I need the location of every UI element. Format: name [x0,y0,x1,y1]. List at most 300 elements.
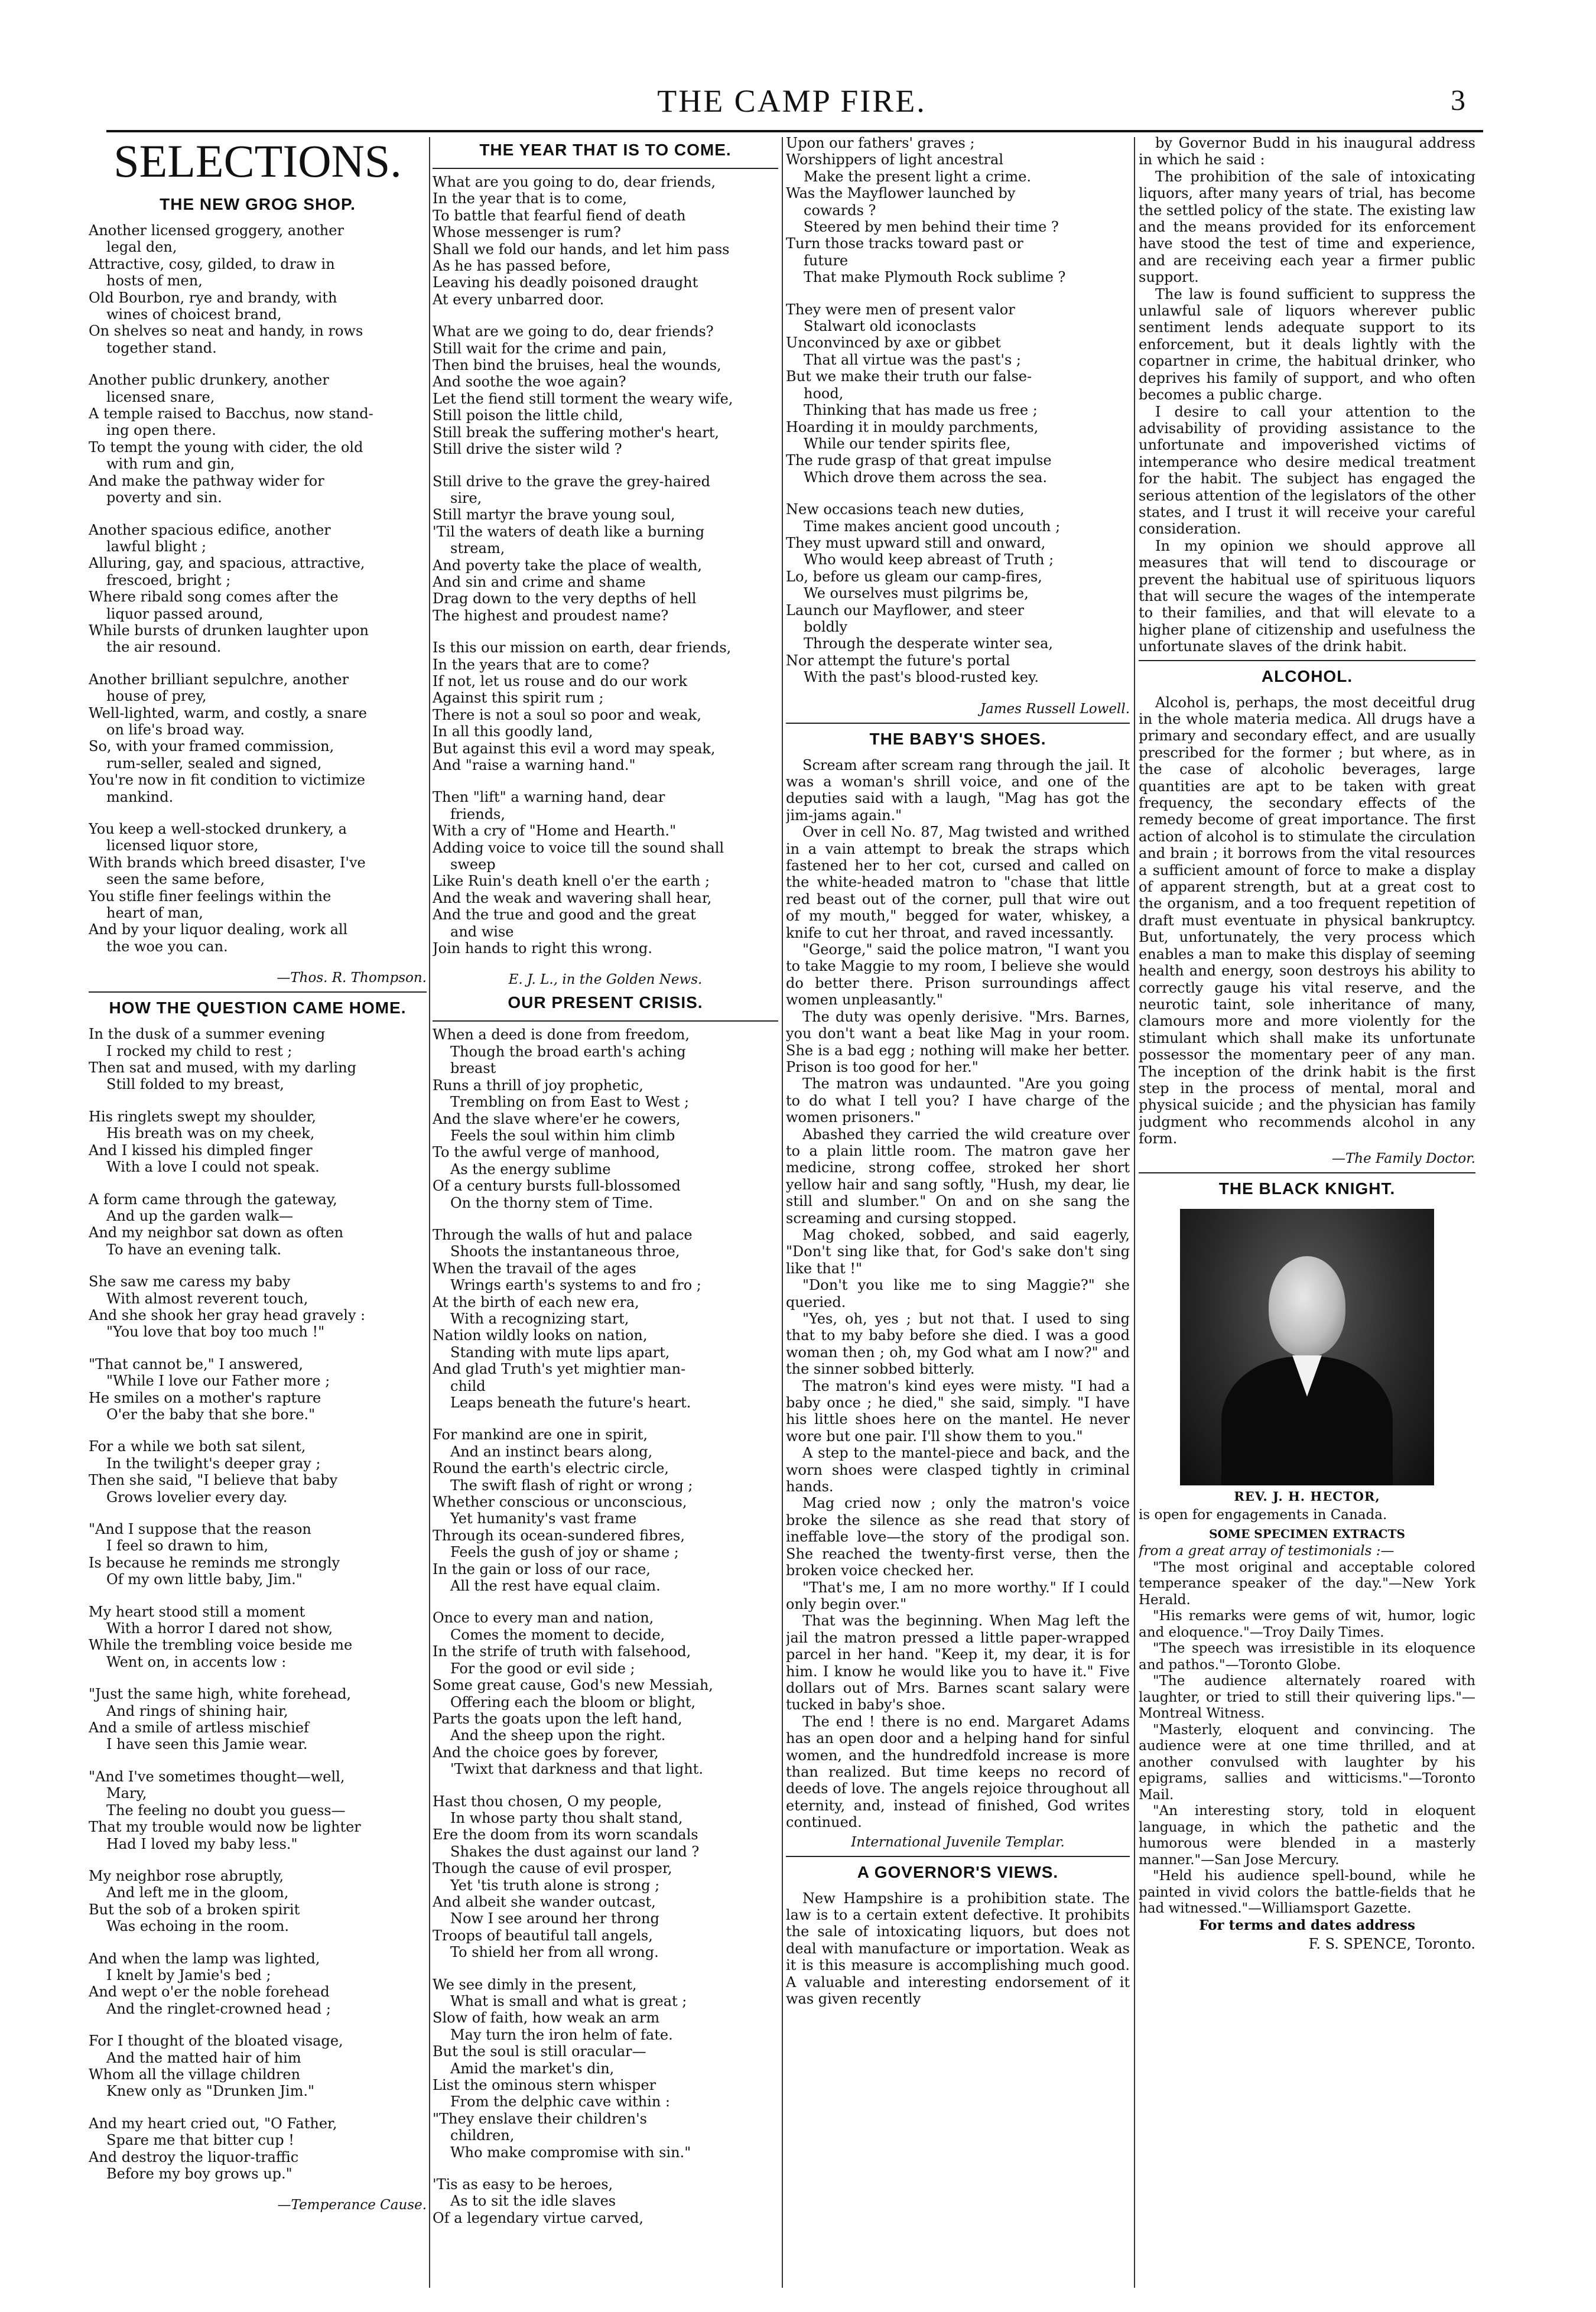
extracts-heading: SOME SPECIMEN EXTRACTS [1209,1527,1405,1542]
poem-line: Troops of beautiful tall angels, [433,1927,653,1944]
poem-line: Spare me that bitter cup ! [106,2132,294,2149]
intro-text: is open for engagements in Canada. [1139,1507,1387,1523]
column-2 [433,135,778,2297]
poem-line: With a recognizing start, [450,1310,629,1327]
poem-line: Was the Mayflower launched by [786,185,1016,202]
poem-line: There is not a soul so poor and weak, [433,706,701,723]
poem-line: Grows lovelier every day. [106,1488,288,1505]
poem-line: Feels the gush of joy or shame ; [450,1544,679,1561]
poem-line: sweep [450,856,496,873]
testimonial: "An interesting story, told in eloquent language, in which the pathetic and the humorous were blended in a masterly manner."—San Jose Mercury. [1139,1803,1475,1868]
poem-line: Before my boy grows up." [106,2165,292,2182]
poem-line: My heart stood still a moment [89,1603,305,1620]
poem-line: hosts of men, [106,272,203,290]
paragraph: I desire to call your attention to the advisability of providing assistance to the unfortunate and impoverished victims of intemperance who desire medical treatment for the habit. The subject has engaged the serious attention of the legislators of the other states, and I trust it will receive your careful consideration. [1139,403,1475,538]
poem-line: In the years that are to come? [433,656,649,673]
poem-line: Leaving his deadly poisoned draught [433,274,698,291]
poem-line: Make the present light a crime. [804,168,1032,185]
poem-line: And poverty take the place of wealth, [433,557,702,574]
poem-line: friends, [450,805,505,822]
poem-line: mankind. [106,788,174,805]
attribution: International Juvenile Templar. [851,1834,1065,1850]
poem-line: I knelt by Jamie's bed ; [106,1966,271,1983]
poem-line: Adding voice to voice till the sound shall [433,839,724,856]
poem-line: And an instinct bears along, [450,1443,653,1460]
paragraph: Over in cell No. 87, Mag twisted and writhed in a vain attempt to break the straps which fastened her to her cot, cursed and called on the white-headed matron to "chase that little red beast out of the corner, pull that wire out of my mouth," begged for water, whiskey, a knife to cut her throat, and raved incessantly. [786,824,1130,941]
poem [433,174,778,957]
poem-line: future [804,252,849,269]
paragraph: Abashed they carried the wild creature over to a plain little room. The matron gave her medicine, strong coffee, stroked her short yellow hair and sang softly, "Hush, my dear, lie still and slumber." On and on she sang the screaming and cursing stopped. [786,1126,1130,1227]
divider [1139,1172,1475,1173]
poem-line: children, [450,2127,515,2144]
poem-line: house of prey, [106,688,207,705]
poem-line: cowards ? [804,201,876,219]
poem-line: Amid the market's din, [450,2060,615,2077]
paragraph: The end ! there is no end. Margaret Adams has an open door and a helping hand for sinful women, and the hundredfold increase is more than realized. But time keeps no record of deeds of love. The angels rejoice throughout all eternity, and, instead of finished, God writes continued. [786,1713,1130,1831]
paragraph: The law is found sufficient to suppress the unlawful sale of liquors wherever public sentiment lends adequate support to its enforcement, but it deals lightly with the copartner in crime, the habitual drinker, who deprives his family of support, and who often becomes a public charge. [1139,285,1475,404]
poem-line: The rude grasp of that great impulse [786,452,1052,469]
poem-line: Another public drunkery, another [89,372,329,389]
poem [786,135,1130,686]
poem-line: Wrings earth's systems to and fro ; [450,1277,701,1294]
poem-line: Still wait for the crime and pain, [433,340,667,357]
poem-line: Whether conscious or unconscious, [433,1494,687,1511]
poem-line: Still poison the little child, [433,407,623,424]
poem-line: Yet 'tis truth alone is strong ; [450,1877,660,1894]
poem-line: And a smile of artless mischief [89,1719,309,1737]
poem-line: Whom all the village children [89,2066,301,2083]
poem-line: All the rest have equal claim. [450,1578,661,1595]
poem-line: Shoots the instantaneous throe, [450,1243,680,1260]
poem-line: And the choice goes by forever, [433,1744,659,1761]
poem-line: In all this goodly land, [433,723,593,740]
poem-line: But we make their truth our false- [786,368,1032,385]
paragraph: Alcohol is, perhaps, the most deceitful drug in the whole materia medica. All drugs have a primary and secondary effect, and are usually prescribed for the former ; but where, as in the case of alcoholic beverages, large quantities are apt to be taken with great frequency, the secondary effects of the remedy become of great importance. The first action of alcohol is to stimulate the circulation and brain ; it borrows from the vital resources a sufficient amount of force to make a display of apparent strength, but at a great cost to the organism, and a too frequent repetition of draft must eventuate in physical bankruptcy. But, unfortunately, the very process which enables a man to make this display of seeming health and energy, soon destroys his ability to correctly gauge his vital reserve, and the neurotic taint, sole inheritance of many, clamours more and more violently for the stimulant which shall make its unfortunate possessor the momentary peer of any man. The inception of the drink habit is the first step in the process of mental, moral and physical suicide ; and the physician has family judgment who recommends alcohol in any form. [1139,694,1475,1147]
poem-line: We see dimly in the present, [433,1976,637,1993]
poem-line: May turn the iron helm of fate. [450,2026,673,2043]
poem-line: Though the cause of evil prosper, [433,1860,672,1877]
poem-line: Once to every man and nation, [433,1609,654,1627]
poem-line: Knew only as "Drunken Jim." [106,2083,315,2100]
testimonial: "His remarks were gems of wit, humor, logic and eloquence."—Troy Daily Times. [1139,1608,1475,1640]
testimonial: "The most original and acceptable colored temperance speaker of the day."—New York Herald. [1139,1559,1475,1608]
poem-line: And destroy the liquor-traffic [89,2148,299,2165]
poem-line: Nation wildly looks on nation, [433,1327,648,1344]
article-heading: A GOVERNOR'S VIEWS. [857,1862,1059,1881]
poem-line: She saw me caress my baby [89,1273,291,1290]
poem-line: And she shook her gray head gravely : [89,1306,366,1324]
testimonial: "The audience alternately roared with laughter, or tried to still their quivering lips."—Montreal Witness. [1139,1673,1475,1722]
poem-line: In the twilight's deeper gray ; [106,1455,321,1472]
poem-line: With almost reverent touch, [106,1290,308,1307]
poem-line: What are we going to do, dear friends? [433,323,714,340]
poem-line: So, with your framed commission, [89,738,334,755]
poem-line: New occasions teach new duties, [786,501,1025,518]
poem-line: Upon our fathers' graves ; [786,135,975,151]
poem-line: legal den, [106,239,177,256]
poem-line: And wept o'er the noble forehead [89,1983,330,2001]
poem-line: With a horror I dared not show, [106,1620,333,1637]
poem-line: The feeling no doubt you guess— [106,1802,346,1819]
poem-line: In whose party thou shalt stand, [450,1809,683,1826]
poem-line: And sin and crime and shame [433,573,646,590]
poem-line: While the trembling voice beside me [89,1637,353,1654]
poem-line: licensed snare, [106,388,215,405]
poem-line: His ringlets swept my shoulder, [89,1108,317,1125]
poem-line: Nor attempt the future's portal [786,652,1010,669]
poem-line: seen the same before, [106,871,265,888]
poem-line: Ere the doom from its worn scandals [433,1826,698,1843]
poem-line: You're now in fit condition to victimize [89,772,365,789]
poem-line: For a while we both sat silent, [89,1438,306,1455]
poem-line: "And I've sometimes thought—well, [89,1768,345,1785]
poem-line: Feels the soul within him climb [450,1127,675,1144]
poem-line: Another spacious edifice, another [89,521,331,538]
poem-line: Some great cause, God's new Messiah, [433,1677,713,1694]
poem-line: Parts the goats upon the left hand, [433,1710,682,1727]
paragraph: That was the beginning. When Mag left the jail the matron pressed a little paper-wrapped parcel in her hand. "Keep it, my dear, it is for him. I know he would like you to have it." Five dollars out of Mrs. Barnes scant salary were tucked in baby's shoe. [786,1612,1130,1713]
paragraph: The prohibition of the sale of intoxicating liquors, after many years of trial, has become the settled policy of the state. The existing law and the means provided for its enforcement have stood the test of time and experience, and are receiving each year a firmer public support. [1139,168,1475,286]
poem-line: And the weak and wavering shall hear, [433,889,712,906]
poem-line: Still folded to my breast, [106,1076,284,1093]
poem-line: "That cannot be," I answered, [89,1355,303,1373]
poem-line: Worshippers of light ancestral [786,151,1003,168]
poem-line: And my neighbor sat down as often [89,1224,344,1241]
attribution: —The Family Doctor. [1331,1150,1475,1166]
article-body [1139,694,1475,1147]
poem-line: Through its ocean-sundered fibres, [433,1527,685,1544]
poem-line: In the dusk of a summer evening [89,1026,326,1043]
poem-line: Through the desperate winter sea, [804,635,1054,652]
poem-line: Of my own little baby, Jim." [106,1571,303,1588]
poem-line: Of a legendary virtue carved, [433,2209,643,2226]
paragraph: "Yes, oh, yes ; but not that. I used to sing that to my baby before she died. I was a good woman then ; oh, my God what am I now?" and the sinner sobbed bitterly. [786,1311,1130,1378]
article-body [1139,135,1475,655]
paragraph: New Hampshire is a prohibition state. The law is to a certain extent defective. It prohibits the sale of intoxicating liquors, but does not deal with manufacture or importation. Weak as it is this measure is accomplishing much good. A valuable and interesting endorsement of it was given recently [786,1890,1130,2008]
poem-line: While bursts of drunken laughter upon [89,622,369,639]
poem-line: Mary, [106,1785,147,1802]
paragraph: "Don't you like me to sing Maggie?" she queried. [786,1277,1130,1311]
article-heading: THE YEAR THAT IS TO COME. [479,141,732,159]
article-body [786,757,1130,1831]
divider [89,991,427,993]
divider [786,723,1130,724]
article-heading: OUR PRESENT CRISIS. [508,993,703,1012]
poem-line: I have seen this Jamie wear. [106,1736,308,1753]
poem-line: For I thought of the bloated visage, [89,2033,343,2050]
poem-line: Shakes the dust against our land ? [450,1843,700,1860]
poem-line: My neighbor rose abruptly, [89,1867,284,1884]
poem-line: When a deed is done from freedom, [433,1026,690,1043]
column-divider [782,137,783,2288]
poem-line: Leaps beneath the future's heart. [450,1394,691,1411]
poem-line: Let the fiend still torment the weary wife, [433,390,733,407]
poem-line: Of a century bursts full-blossomed [433,1178,681,1195]
poem-line: And "raise a warning hand." [433,757,636,773]
poem-line: To battle that fearful fiend of death [433,207,686,224]
poem-line: Alluring, gay, and spacious, attractive, [89,555,365,572]
poem-line: And my heart cried out, "O Father, [89,2115,337,2132]
attribution: —Temperance Cause. [277,2197,427,2213]
poem-line: 'Til the waters of death like a burning [433,523,705,540]
poem-line: Launch our Mayflower, and steer [786,601,1025,619]
poem-line: poverty and sin. [106,489,222,506]
poem-line: Runs a thrill of joy prophetic, [433,1077,643,1094]
masthead-title: THE CAMP FIRE. [657,83,927,119]
poem-line: Thinking that has made us free ; [804,402,1038,419]
masthead-rule [106,130,1483,132]
portrait-photo [1180,1209,1434,1485]
terms-text: For terms and dates address [1199,1917,1415,1933]
poem-line: Shall we fold our hands, and let him pass [433,240,730,258]
poem-line: Round the earth's electric circle, [433,1460,669,1477]
poem-line: Offering each the bloom or blight, [450,1693,696,1711]
poem-line: And when the lamp was lighted, [89,1950,320,1967]
paragraph: Mag choked, sobbed, and said eagerly, "Don't sing like that, for God's sake don't sing like that !" [786,1226,1130,1277]
poem-line: At every unbarred door. [433,291,604,308]
poem-line: And soothe the woe again? [433,373,626,391]
divider [786,1856,1130,1857]
poem-line: We ourselves must pilgrims be, [804,585,1029,602]
paragraph: The matron was undaunted. "Are you going to do what I tell you? I have charge of the women prisoners." [786,1075,1130,1126]
poem-line: But against this evil a word may speak, [433,740,716,757]
paragraph: A step to the mantel-piece and back, and the worn shoes were clasped tightly in criminal hands. [786,1445,1130,1495]
poem-line: Then she said, "I believe that baby [89,1472,338,1489]
poem-line: Still drive to the grave the grey-haired [433,473,710,490]
poem-line: On shelves so neat and handy, in rows [89,323,363,340]
poem-line: child [450,1377,486,1394]
testimonial: "The speech was irresistible in its eloquence and pathos."—Toronto Globe. [1139,1641,1475,1673]
attribution: James Russell Lowell. [980,701,1130,717]
poem-line: You keep a well-stocked drunkery, a [89,821,347,837]
poem-line: Trembling on from East to West ; [450,1094,690,1111]
poem-line: The highest and proudest name? [433,607,669,624]
poem [89,1026,427,2182]
article-heading: THE NEW GROG SHOP. [160,195,356,213]
poem-line: and wise [450,923,514,940]
poem-line: If not, let us rouse and do our work [433,672,688,690]
poem-line: Steered by men behind their time ? [804,219,1059,236]
poem-line: Another licensed groggery, another [89,222,344,239]
poem-line: What is small and what is great ; [450,1993,687,2009]
paragraph: Scream after scream rang through the jail. It was a woman's shrill voice, and one of the deputies said with a laugh, "Mag has got the jim-jams again." [786,756,1130,824]
poem-line: On the thorny stem of Time. [450,1194,654,1211]
attribution: —Thos. R. Thompson. [277,970,427,986]
poem-line: the air resound. [106,639,222,656]
poem-line: And rings of shining hair, [106,1702,288,1719]
column-divider [429,137,430,2288]
poem-line: Against this spirit rum ; [433,690,604,707]
poem-line: boldly [804,618,848,635]
poem-line: Still martyr the brave young soul, [433,506,675,523]
poem-line: Though the broad earth's aching [450,1043,686,1060]
poem-line: With a cry of "Home and Hearth." [433,822,677,840]
poem-line: the woe you can. [106,938,228,955]
poem-line: Was echoing in the room. [106,1918,289,1935]
poem-line: Hoarding it in mouldy parchments, [786,418,1039,435]
photo-caption: REV. J. H. HECTOR, [1234,1488,1380,1504]
poem-line: From the delphic cave within : [450,2093,671,2111]
poem-line: A temple raised to Bacchus, now stand- [89,405,373,422]
poem-line: Well-lighted, warm, and costly, a snare [89,704,367,721]
testimonial: "Held his audience spell-bound, while he painted in vivid colors the battle-fields that he had witnessed."—Williamsport Gazette. [1139,1868,1475,1917]
poem-line: Join hands to right this wrong. [433,940,652,957]
testimonial: "Masterly, eloquent and convincing. The audience were at one time thrilled, and at another convulsed with laughter by his epigrams, sallies and witticisms."—Toronto Mail. [1139,1722,1475,1803]
paragraph: In my opinion we should approve all measures that will tend to discourage or prevent the habitual use of spirituous liquors that will secure the wages of the intemperate to their families, and that will elevate to a higher plane of citizenship and usefulness the unfortunate slaves of the drink habit. [1139,537,1475,655]
poem-line: With the past's blood-rusted key. [804,669,1039,686]
poem-line: Slow of faith, how weak an arm [433,2009,660,2027]
poem-line: rum-seller, sealed and signed, [106,755,322,772]
poem-line: For the good or evil side ; [450,1660,635,1677]
poem-line: Then sat and mused, with my darling [89,1059,356,1077]
poem-line: Stalwart old iconoclasts [804,318,976,335]
poem-line: That all virtue was the past's ; [804,351,1021,368]
poem-line: He smiles on a mother's rapture [89,1389,321,1406]
section-title: SELECTIONS. [113,135,402,187]
poem-line: Had I loved my baby less." [106,1835,298,1852]
poem-line: Another brilliant sepulchre, another [89,671,349,688]
column-1 [89,135,427,2297]
poem-line: I feel so drawn to him, [106,1537,269,1555]
poem-line: 'Tis as easy to be heroes, [433,2176,613,2193]
poem [433,1026,778,2226]
poem-line: Unconvinced by axe or gibbet [786,334,1001,352]
poem-line: Through the walls of hut and palace [433,1226,693,1243]
poem-line: licensed liquor store, [106,837,259,854]
article-heading: HOW THE QUESTION CAME HOME. [109,999,407,1017]
poem [89,222,427,955]
poem-line: To tempt the young with cider, the old [89,438,363,456]
poem-line: breast [450,1060,496,1077]
poem-line: They were men of present valor [786,301,1015,318]
poem-line: Time makes ancient good uncouth ; [804,518,1061,535]
poem-line: with rum and gin, [106,456,235,473]
poem-line: And the ringlet-crowned head ; [106,2000,331,2017]
poem-line: Still drive the sister wild ? [433,441,622,458]
poem-line: sire, [450,489,482,506]
poem-line: Where ribald song comes after the [89,588,339,606]
poem-line: "While I love our Father more ; [106,1373,330,1390]
poem-line: frescoed, bright ; [106,571,231,588]
poem-line: To have an evening talk. [106,1241,282,1258]
poem-line: What are you going to do, dear friends, [433,174,716,190]
poem-line: To the awful verge of manhood, [433,1144,660,1161]
poem-line: Yet humanity's vast frame [450,1510,637,1527]
poem-line: Comes the moment to decide, [450,1626,665,1643]
poem-line: "And I suppose that the reason [89,1521,311,1537]
poem-line: And up the garden walk— [106,1207,294,1224]
poem-line: Like Ruin's death knell o'er the earth ; [433,873,710,890]
poem-line: lawful blight ; [106,538,207,555]
poem-line: Drag down to the very depths of hell [433,590,697,607]
article-body [786,1890,1130,2008]
poem-line: As to sit the idle slaves [450,2193,616,2210]
poem-line: "You love that boy too much !" [106,1324,325,1341]
poem-line: But the soul is still oracular— [433,2043,646,2060]
poem-line: together stand. [106,339,217,356]
page-number: 3 [1451,83,1465,116]
poem-line: liquor passed around, [106,605,264,622]
poem-line: on life's broad way. [106,721,245,738]
poem-line: And I kissed his dimpled finger [89,1142,313,1159]
poem-line: "They enslave their children's [433,2110,647,2127]
poem-line: As the energy sublime [450,1160,611,1178]
poem-line: Went on, in accents low : [106,1653,287,1670]
divider [433,168,778,169]
poem-line: And by your liquor dealing, work all [89,921,348,938]
poem-line: And the sheep upon the right. [450,1727,666,1744]
poem-line: But the sob of a broken spirit [89,1901,300,1918]
column-divider [1134,137,1135,2288]
attribution: E. J. L., in the Golden News. [508,972,703,988]
poem-line: With a love I could not speak. [106,1159,320,1176]
paragraph: The matron's kind eyes were misty. "I had a baby once ; he died," she said, simply. "I have his little shoes here on the mantel. He never wore but one pair. I'll show them to you." [786,1377,1130,1445]
poem-line: Turn those tracks toward past or [786,235,1023,252]
column-3 [786,135,1130,2297]
poem-line: And the true and good and the great [433,906,696,924]
divider [433,1020,778,1022]
poem-line: While our tender spirits flee, [804,435,1011,452]
poem-line: And glad Truth's yet mightier man- [433,1361,686,1378]
poem-line: When the travail of the ages [433,1260,636,1277]
extracts-intro: from a great array of testimonials :— [1139,1543,1395,1559]
poem-line: I rocked my child to rest ; [106,1042,292,1059]
poem-line: O'er the baby that she bore." [106,1406,316,1423]
poem-line: Who make compromise with sin." [450,2144,691,2161]
poem-line: At the birth of each new era, [433,1293,639,1311]
poem-line: Now I see around her throng [450,1910,659,1927]
poem-line: A form came through the gateway, [89,1191,337,1208]
article-heading: THE BLACK KNIGHT. [1218,1179,1396,1198]
paragraph: by Governor Budd in his inaugural address in which he said : [1139,135,1475,168]
poem-line: Hast thou chosen, O my people, [433,1793,662,1810]
extracts-list [1139,1560,1475,1917]
address: F. S. SPENCE, Toronto. [1308,1936,1475,1953]
paragraph: The duty was openly derisive. "Mrs. Barnes, you don't want a beat like Mag in your room. She is a bad egg ; nothing will make her better. Prison is too good for her." [786,1008,1130,1075]
poem-line: With brands which breed disaster, I've [89,854,366,871]
column-4 [1139,135,1475,2297]
poem-line: To shield her from all wrong. [450,1944,659,1961]
paragraph: "That's me, I am no more worthy." If I could only begin over." [786,1579,1130,1612]
poem-line: Then bind the bruises, heal the wounds, [433,357,721,374]
poem-line: 'Twixt that darkness and that light. [450,1761,703,1778]
poem-line: His breath was on my cheek, [106,1125,315,1142]
poem-line: Which drove them across the sea. [804,469,1048,486]
divider [1139,660,1475,661]
paragraph: Mag cried now ; only the matron's voice broke the silence as she read that story of ineffable love—the story of the prodigal son. She reached the twenty-first verse, then the broken voice checked her. [786,1495,1130,1579]
poem-line: Old Bourbon, rye and brandy, with [89,289,337,306]
poem-line: And left me in the gloom, [106,1884,289,1901]
poem-line: Then "lift" a warning hand, dear [433,789,665,806]
poem-line: Whose messenger is rum? [433,224,621,241]
poem-line: Who would keep abreast of Truth ; [804,551,1054,568]
paragraph: "George," said the police matron, "I want you to take Maggie to my room, I believe she would do better there. Prison surroundings affect women unpleasantly." [786,941,1130,1009]
poem-line: heart of man, [106,905,203,922]
poem-line: Still break the suffering mother's heart, [433,424,720,441]
poem-line: And make the pathway wider for [89,472,324,489]
masthead [118,83,1465,130]
poem-line: In the gain or loss of our race, [433,1560,651,1578]
poem-line: And the slave where'er he cowers, [433,1110,681,1127]
poem-line: In the year that is to come, [433,190,628,207]
poem-line: hood, [804,385,844,402]
poem-line: In the strife of truth with falsehood, [433,1643,691,1660]
poem-line: "Just the same high, white forehead, [89,1686,352,1703]
poem-line: That make Plymouth Rock sublime ? [804,269,1066,286]
poem-line: They must upward still and onward, [786,534,1046,551]
article-heading: THE BABY'S SHOES. [869,729,1046,748]
poem-line: Standing with mute lips apart, [450,1344,670,1361]
